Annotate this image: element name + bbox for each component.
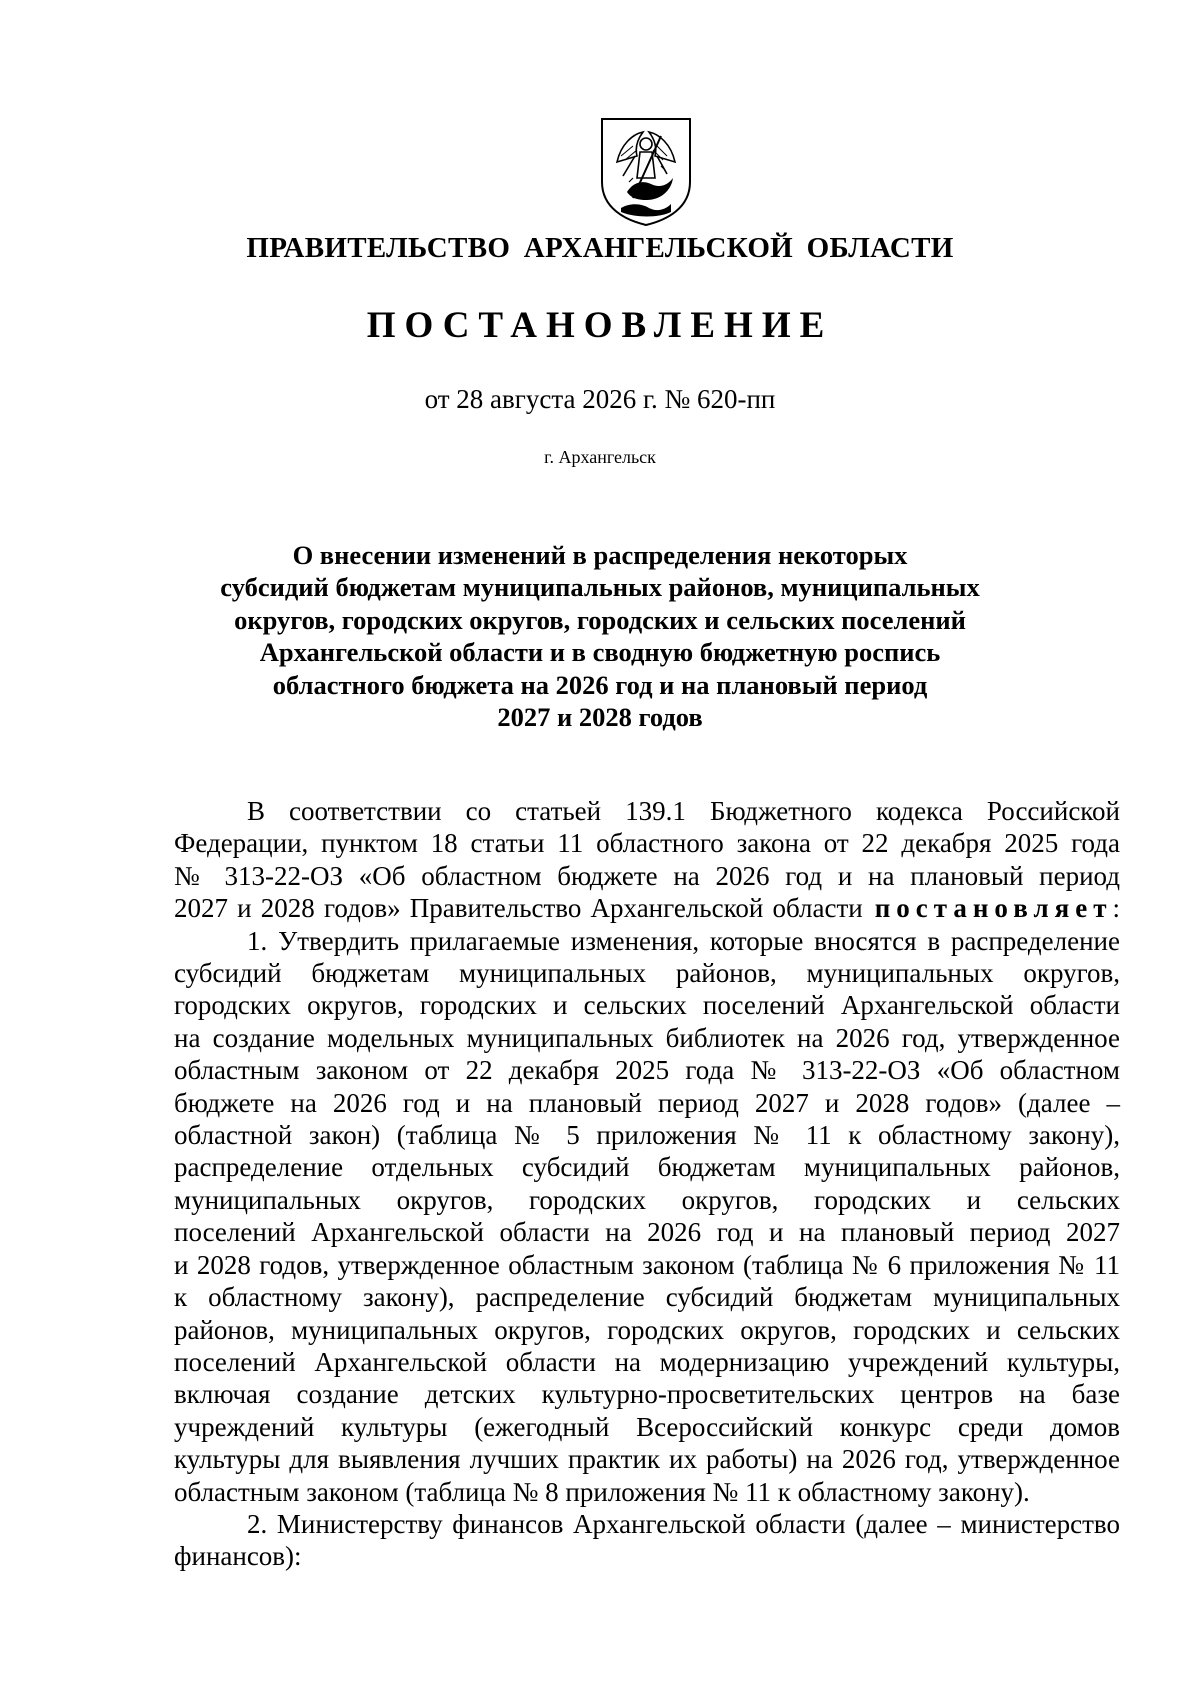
body-line: включая создание детских культурно-просветительских центров на базе xyxy=(174,1379,1120,1410)
subject-line: областного бюджета на 2026 год и на плановый период xyxy=(272,669,928,700)
subject-line: О внесении изменений в распределения некоторых xyxy=(292,540,908,570)
body-line: муниципальных округов, городских округов, городских и сельских xyxy=(174,1184,1120,1215)
body-line: бюджете на 2026 год и на плановый период 2027 и 2028 годов» (далее – xyxy=(174,1087,1120,1118)
body-line: районов, муниципальных округов, городских округов, городских и сельских xyxy=(174,1314,1120,1345)
body-line: на создание модельных муниципальных библиотек на 2026 год, утвержденное xyxy=(174,1022,1120,1053)
body-line-text: 2027 и 2028 годов» Правительство Архангельской области xyxy=(174,893,863,924)
body-line: В соответствии со статьей 139.1 Бюджетного кодекса Российской xyxy=(247,796,1120,826)
body-line: поселений Архангельской области на 2026 год и на плановый период 2027 xyxy=(174,1217,1120,1248)
body-line: и 2028 годов, утвержденное областным законом (таблица № 6 приложения № 11 xyxy=(174,1249,1120,1280)
body-line: областной закон) (таблица № 5 приложения № 11 к областному закону), xyxy=(174,1120,1120,1151)
subject-line: округов, городских округов, городских и сельских поселений xyxy=(234,604,966,635)
body-line: поселений Архангельской области на модернизацию учреждений культуры, xyxy=(174,1346,1120,1377)
coat-of-arms-archangel-icon xyxy=(599,116,693,228)
preamble-paragraph xyxy=(174,795,1120,925)
body-line: городских округов, городских и сельских поселений Архангельской области xyxy=(174,990,1120,1021)
body-line: культуры для выявления лучших практик их работы) на 2026 год, утвержденное xyxy=(174,1444,1120,1475)
body-line: учреждений культуры (ежегодный Всероссийский конкурс среди домов xyxy=(174,1411,1120,1442)
body-line: финансов): xyxy=(174,1541,302,1572)
document-body xyxy=(174,795,1120,1573)
body-line: распределение отдельных субсидий бюджетам муниципальных районов, xyxy=(174,1152,1120,1183)
body-line-resolves xyxy=(174,892,1120,924)
resolves-colon: : xyxy=(1112,893,1120,924)
subject-line: субсидий бюджетам муниципальных районов, муниципальных xyxy=(220,572,980,603)
resolves-word: постановляет xyxy=(874,893,1113,924)
item-2-paragraph xyxy=(174,1508,1120,1573)
body-line: 2. Министерству финансов Архангельской области (далее – министерство xyxy=(247,1508,1120,1539)
item-1-paragraph xyxy=(174,925,1120,1508)
document-date-number: от 28 августа 2026 г. № 620-пп xyxy=(424,384,776,414)
body-line: субсидий бюджетам муниципальных районов, муниципальных округов, xyxy=(174,958,1120,989)
body-line: областным законом (таблица № 8 приложения № 11 к областному закону). xyxy=(174,1476,1030,1507)
body-line: к областному закону), распределение субсидий бюджетам муниципальных xyxy=(174,1282,1120,1313)
document-type: ПОСТАНОВЛЕНИЕ xyxy=(366,305,834,346)
subject-line: 2027 и 2028 годов xyxy=(497,702,703,733)
government-name: ПРАВИТЕЛЬСТВО АРХАНГЕЛЬСКОЙ ОБЛАСТИ xyxy=(246,232,954,264)
body-line: 1. Утвердить прилагаемые изменения, которые вносятся в распределение xyxy=(247,925,1120,956)
coat-of-arms xyxy=(599,116,693,228)
body-line: областным законом от 22 декабря 2025 года № 313-22-ОЗ «Об областном xyxy=(174,1055,1120,1086)
subject-line: Архангельской области и в сводную бюджетную роспись xyxy=(259,637,941,668)
document-city: г. Архангельск xyxy=(544,447,656,467)
body-line: № 313-22-ОЗ «Об областном бюджете на 2026 год и на плановый период xyxy=(174,860,1120,891)
document-subject xyxy=(0,539,1200,733)
body-line: Федерации, пунктом 18 статьи 11 областного закона от 22 декабря 2025 года xyxy=(174,828,1120,859)
